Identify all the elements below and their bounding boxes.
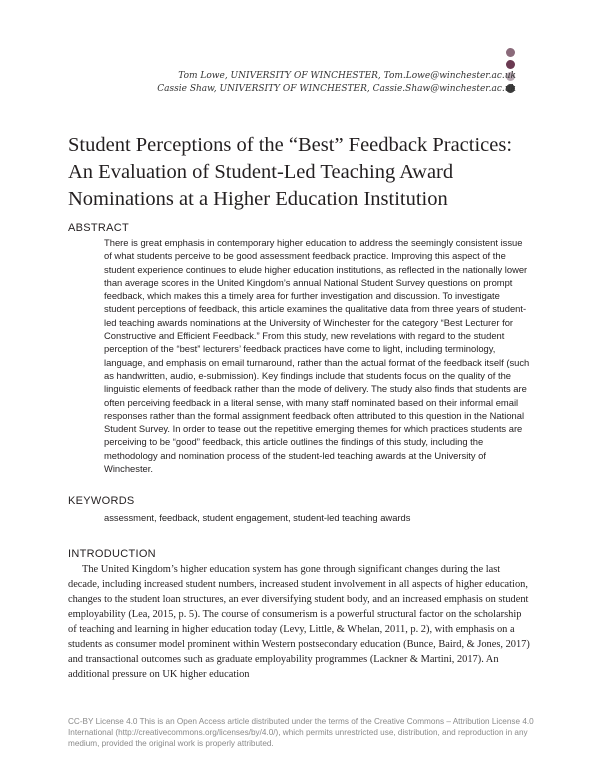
introduction-text: The United Kingdom’s higher education system has gone through significant changes during the last decade, including increased student numbers, increased student involvement in all aspects of higher education, changes to the student loan structures, an ever diversifying student body, and an increased emphasis on student employability (Lea, 2015, p. 5). The course of consumerism is a powerful structural factor on the scholarship of teaching and learning in higher education today (Levy, Little, & Whelan, 2011, p. 2), with emphasis on a students as consumer model prominent within Western postsecondary education (Bunce, Baird, & Jones, 2017) and transactional outcomes such as graduate employability programmes (Lackner & Martini, 2017). An additional pressure on UK higher education bbox=[68, 564, 530, 680]
author-line-1: Tom Lowe, UNIVERSITY OF WINCHESTER, Tom.Lowe@winchester.ac.uk bbox=[178, 71, 516, 81]
keywords-text: assessment, feedback, student engagement, student-led teaching awards bbox=[104, 512, 411, 523]
license-footer: CC-BY License 4.0 This is an Open Access article distributed under the terms of the Creative Commons – Attribution License 4.0 International (http://creativecommons.org/licenses/by/4.0/), which permits unrestricted use, distribution, and reproduction in any medium, provided the original work is properly attributed. bbox=[68, 717, 534, 748]
logo-dot-2 bbox=[506, 60, 515, 69]
article-title: Student Perceptions of the “Best” Feedback Practices: An Evaluation of Student-Led Teaching Award Nominations at a Higher Education Institution bbox=[68, 134, 513, 210]
keywords-heading: KEYWORDS bbox=[68, 495, 135, 507]
abstract-heading: ABSTRACT bbox=[68, 222, 130, 234]
author-block bbox=[157, 70, 516, 96]
author-line-2: Cassie Shaw, UNIVERSITY OF WINCHESTER, Cassie.Shaw@winchester.ac.uk bbox=[157, 84, 516, 94]
abstract-text: There is great emphasis in contemporary higher education to address the seemingly consistent issue of what students perceive to be good assessment feedback practice. Improving this aspect of the student experience continues to elude higher education institutions, as reflected in the nationally lower than average scores in the United Kingdom’s annual National Student Survey questions on prompt feedback, which makes this a timely area for further investigation and discussion. To investigate student perceptions of feedback, this article examines the qualitative data from three years of student-led teaching awards nominations at the University of Winchester for the category “Best Lecturer for Constructive and Efficient Feedback.” From this study, new revelations with regard to the student perception of the “best” lecturers’ feedback practices have come to light, including terminology, language, and emphasis on email turnaround, rather than the actual format of the feedback itself (such as handwritten, audio, e-submission). Key findings include that students focus on the quality of the linguistic elements of feedback rather than the mode of delivery. The study also finds that students are often perceiving feedback in a literal sense, with many staff nominated based on their informal email responses rather than the formal assignment feedback often attributed to this question in the National Student Survey. In order to tease out the repetitive emerging themes for which practices students are perceiving to be “good” feedback, this article outlines the findings of this study, including the methodology and nomination process of the student-led teaching awards at the University of Winchester. bbox=[104, 237, 530, 475]
introduction-heading: INTRODUCTION bbox=[68, 548, 156, 560]
logo-dot-1 bbox=[506, 48, 515, 57]
